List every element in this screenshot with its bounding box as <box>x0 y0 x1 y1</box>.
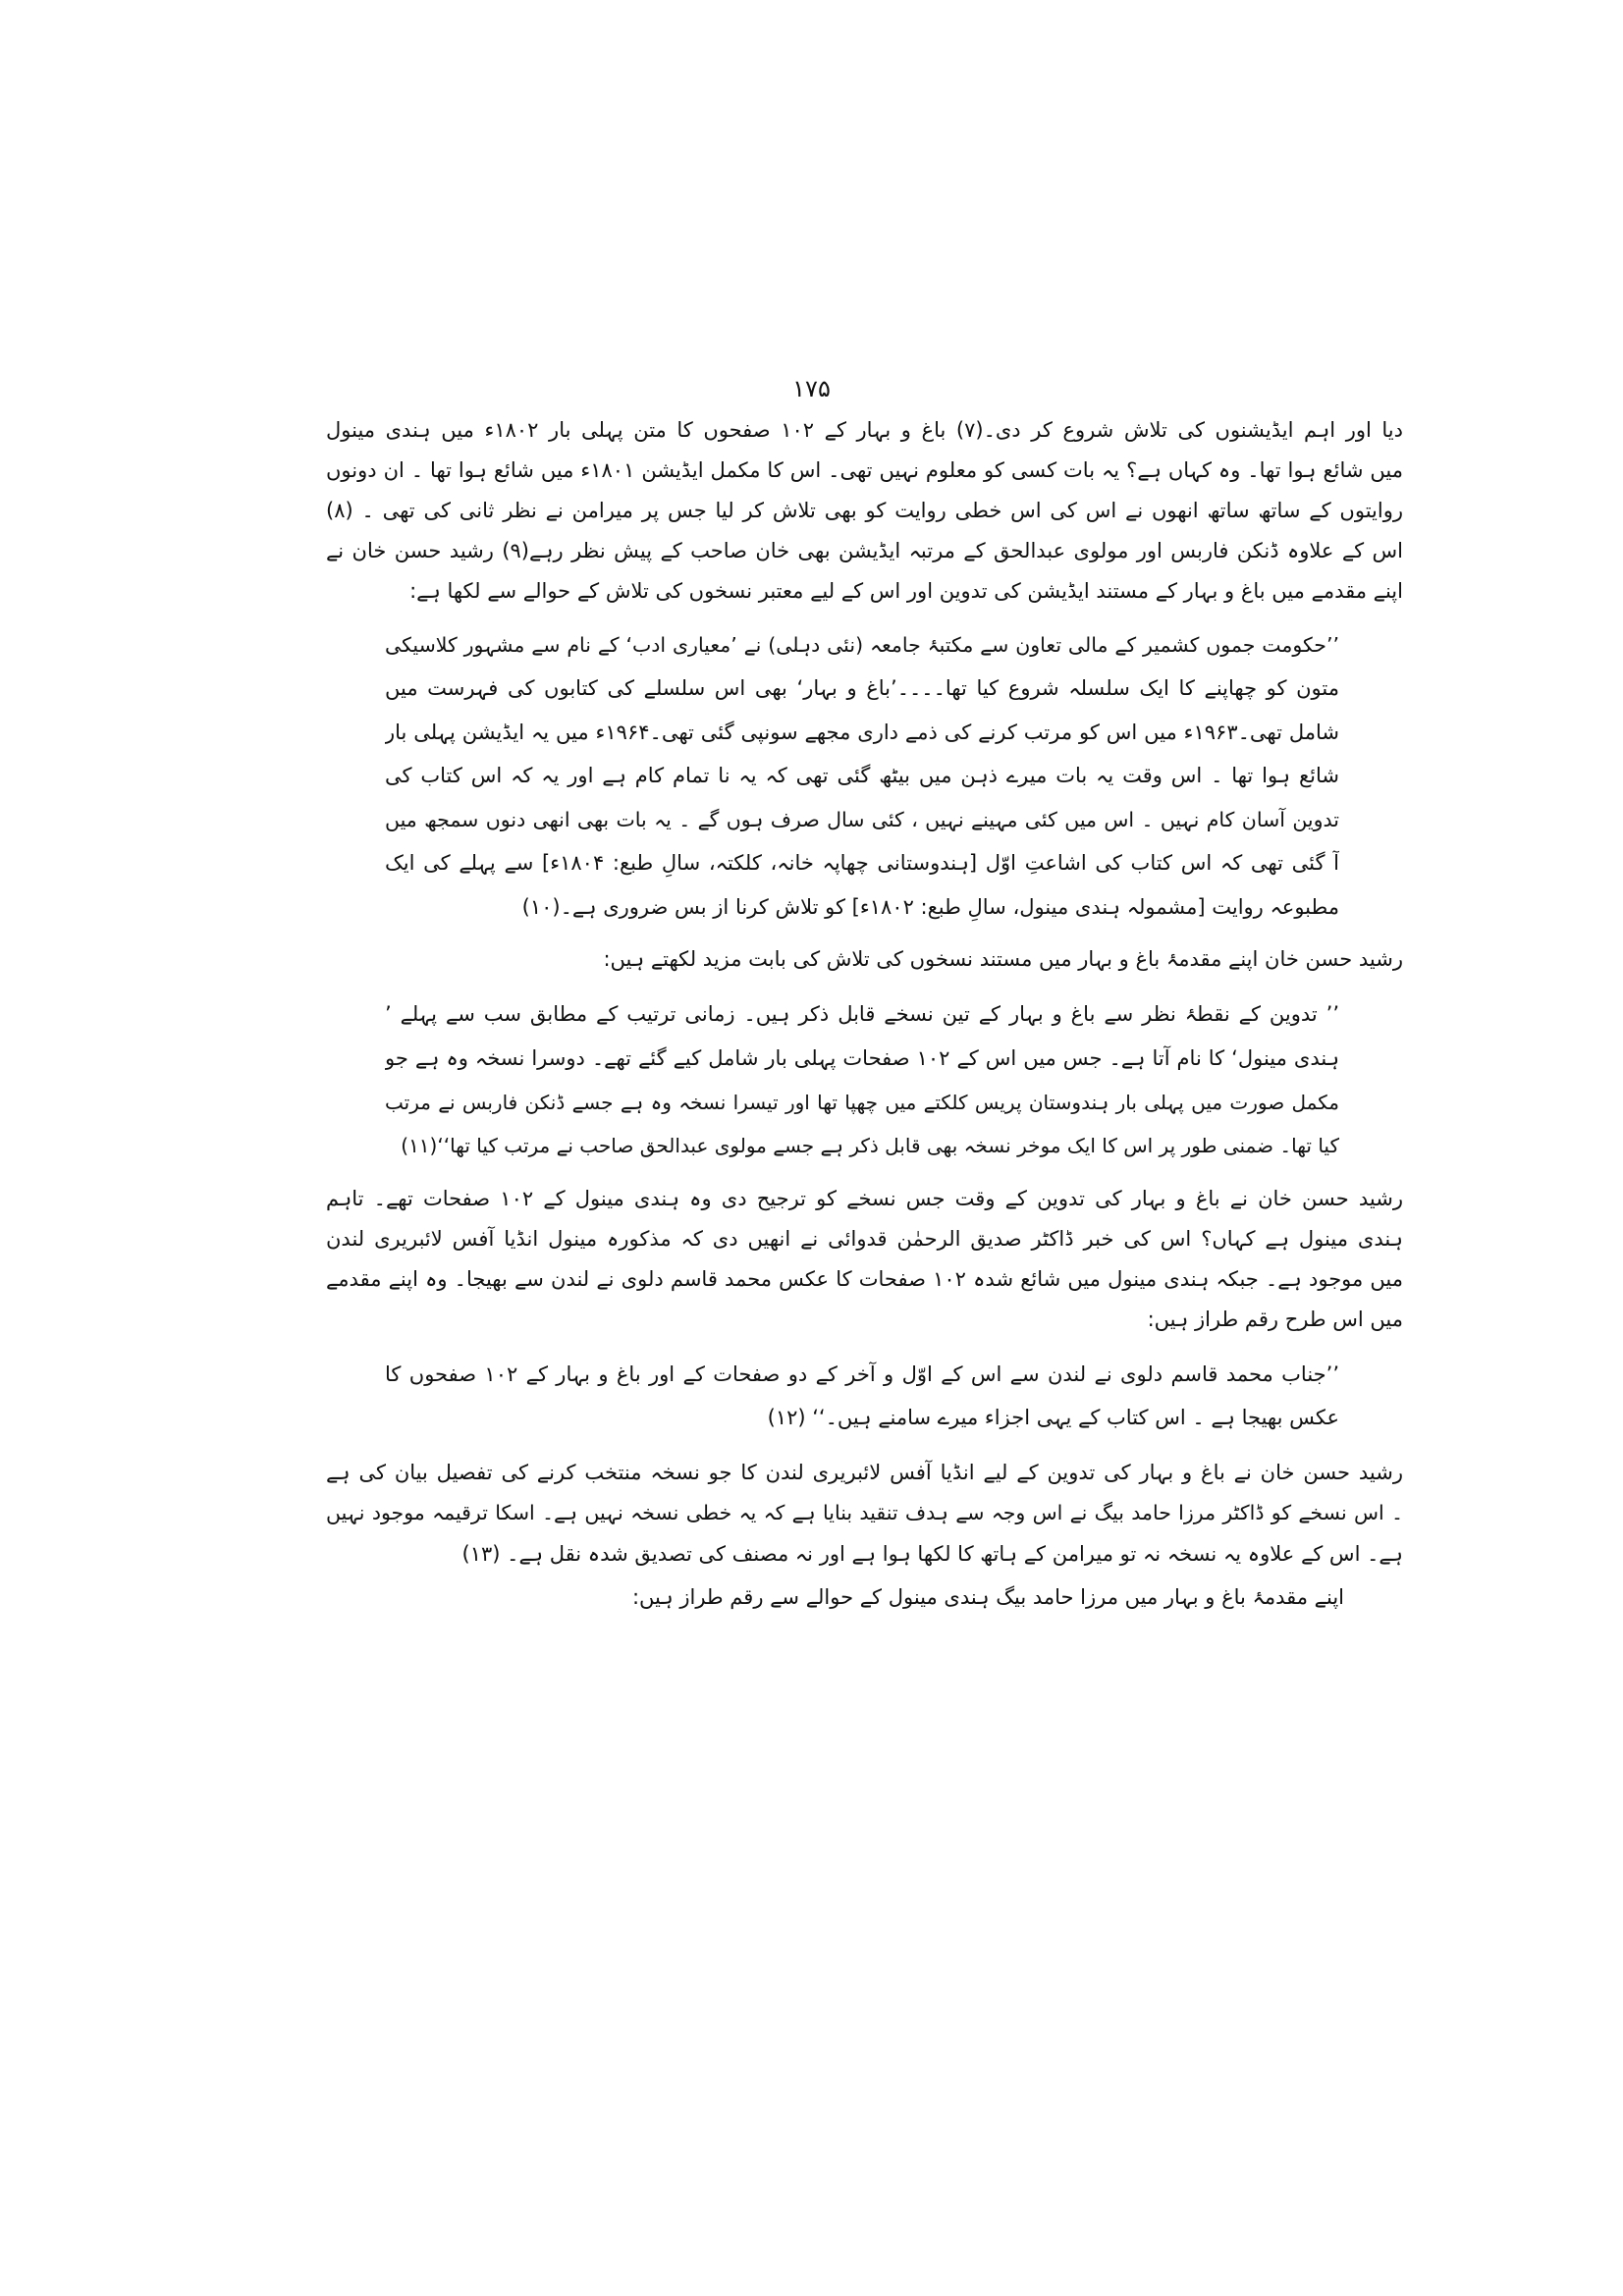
quote-line: کیا تھا۔ ضمنی طور پر اس کا ایک موخر نسخہ بھی قابل ذکر ہے جسے مولوی عبدالحق صاحب نے مرتب کیا تھا‘‘(۱۱) <box>401 1134 1339 1157</box>
paragraph-line: میں موجود ہے۔ جبکہ ہندی مینول میں شائع شدہ ۱۰۲ صفحات کا عکس محمد قاسم دلوی نے لندن سے بھیجا۔ وہ اپنے مقدمے <box>326 1267 1403 1291</box>
quote-line: ’’جناب محمد قاسم دلوی نے لندن سے اس کے اوّل و آخر کے دو صفحات کے اور باغ و بہار کے ۱۰۲ صفحوں کا <box>385 1362 1339 1386</box>
paragraph-line: رشید حسن خان نے باغ و بہار کی تدوین کے لیے انڈیا آفس لائبریری لندن کا جو نسخہ منتخب کرنے کی تفصیل بیان کی ہے <box>326 1461 1403 1484</box>
quote-line: عکس بھیجا ہے ۔ اس کتاب کے یہی اجزاء میرے سامنے ہیں۔‘‘ (۱۲) <box>767 1406 1339 1429</box>
paragraph-line: میں شائع ہوا تھا۔ وہ کہاں ہے؟ یہ بات کسی کو معلوم نہیں تھی۔ اس کا مکمل ایڈیشن ۱۸۰۱ء میں شائع ہوا تھا ۔ ان دونوں <box>326 458 1403 482</box>
paragraph-line: اس کے علاوہ ڈنکن فاربس اور مولوی عبدالحق کے مرتبہ ایڈیشن بھی خان صاحب کے پیش نظر رہے(۹) رشید حسن خان نے <box>326 539 1403 562</box>
quote-line: شائع ہوا تھا ۔ اس وقت یہ بات میرے ذہن میں بیٹھ گئی تھی کہ یہ نا تمام کام ہے اور یہ کہ اس کتاب کی <box>385 764 1339 787</box>
paragraph-line: ہے۔ اس کے علاوہ یہ نسخہ نہ تو میرامن کے ہاتھ کا لکھا ہوا ہے اور نہ مصنف کی تصدیق شدہ نقل ہے۔ (۱۳) <box>461 1542 1403 1566</box>
paragraph-line: دیا اور اہم ایڈیشنوں کی تلاش شروع کر دی۔(۷) باغ و بہار کے ۱۰۲ صفحوں کا متن پہلی بار ۱۸۰۲ء میں ہندی مینول <box>326 418 1403 442</box>
paragraph-line: اپنے مقدمۂ باغ و بہار میں مرزا حامد بیگ ہندی مینول کے حوالے سے رقم طراز ہیں: <box>631 1585 1344 1609</box>
paragraph-line: ہندی مینول ہے کہاں؟ اس کی خبر ڈاکٹر صدیق الرحمٰن قدوائی نے انھیں دی کہ مذکورہ مینول انڈیا آفس لائبریری لندن <box>326 1227 1403 1251</box>
paragraph-line: ۔ اس نسخے کو ڈاکٹر مرزا حامد بیگ نے اس وجہ سے ہدف تنقید بنایا ہے کہ یہ خطی نسخہ نہیں ہے۔ اسکا ترقیمہ موجود نہیں <box>326 1501 1403 1524</box>
paragraph-line: رشید حسن خان اپنے مقدمۂ باغ و بہار میں مستند نسخوں کی تلاش کی بابت مزید لکھتے ہیں: <box>603 947 1403 971</box>
paragraph-line: میں اس طرح رقم طراز ہیں: <box>1147 1308 1403 1331</box>
quote-line: مکمل صورت میں پہلی بار ہندوستان پریس کلکتے میں چھپا تھا اور تیسرا نسخہ وہ ہے جسے ڈنکن فاربس نے مرتب <box>385 1091 1339 1114</box>
paragraph-line: رشید حسن خان نے باغ و بہار کی تدوین کے وقت جس نسخے کو ترجیح دی وہ ہندی مینول کے ۱۰۲ صفحات تھے۔ تاہم <box>326 1187 1403 1210</box>
quote-line: تدوین آسان کام نہیں ۔ اس میں کئی مہینے نہیں ، کئی سال صرف ہوں گے ۔ یہ بات بھی انھی دنوں سمجھ میں <box>385 808 1339 831</box>
quote-line: متون کو چھاپنے کا ایک سلسلہ شروع کیا تھا۔۔۔۔’باغ و بہار‘ بھی اس سلسلے کی کتابوں کی فہرست میں <box>385 676 1339 700</box>
quote-line: ’’ تدوین کے نقطۂ نظر سے باغ و بہار کے تین نسخے قابل ذکر ہیں۔ زمانی ترتیب کے مطابق سب سے پہلے ’ <box>385 1002 1339 1026</box>
quote-line: شامل تھی۔۱۹۶۳ء میں اس کو مرتب کرنے کی ذمے داری مجھے سونپی گئی تھی۔۱۹۶۴ء میں یہ ایڈیشن پہلی بار <box>385 721 1339 744</box>
quote-line: آ گئی تھی کہ اس کتاب کی اشاعتِ اوّل [ہندوستانی چھاپہ خانہ، کلکتہ، سالِ طبع: ۱۸۰۴ء] سے پہلے کی ایک <box>385 851 1339 875</box>
paragraph-line: اپنے مقدمے میں باغ و بہار کے مستند ایڈیشن کی تدوین اور اس کے لیے معتبر نسخوں کی تلاش کے حوالے سے لکھا ہے: <box>409 579 1403 603</box>
quote-line: مطبوعہ روایت [مشمولہ ہندی مینول، سالِ طبع: ۱۸۰۲ء] کو تلاش کرنا از بس ضروری ہے۔(۱۰) <box>521 895 1339 919</box>
page-number: ۱۷۵ <box>792 375 831 402</box>
quote-line: ’’حکومت جموں کشمیر کے مالی تعاون سے مکتبۂ جامعہ (نئی دہلی) نے ’معیاری ادب‘ کے نام سے مشہور کلاسیکی <box>385 633 1339 657</box>
paragraph-line: روایتوں کے ساتھ ساتھ انھوں نے اس کی اس خطی روایت کو بھی تلاش کر لیا جس پر میرامن نے نظر ثانی کی تھی ۔ (۸) <box>326 499 1403 522</box>
quote-line: ہندی مینول‘ کا نام آتا ہے۔ جس میں اس کے ۱۰۲ صفحات پہلی بار شامل کیے گئے تھے۔ دوسرا نسخہ وہ ہے جو <box>385 1046 1339 1070</box>
